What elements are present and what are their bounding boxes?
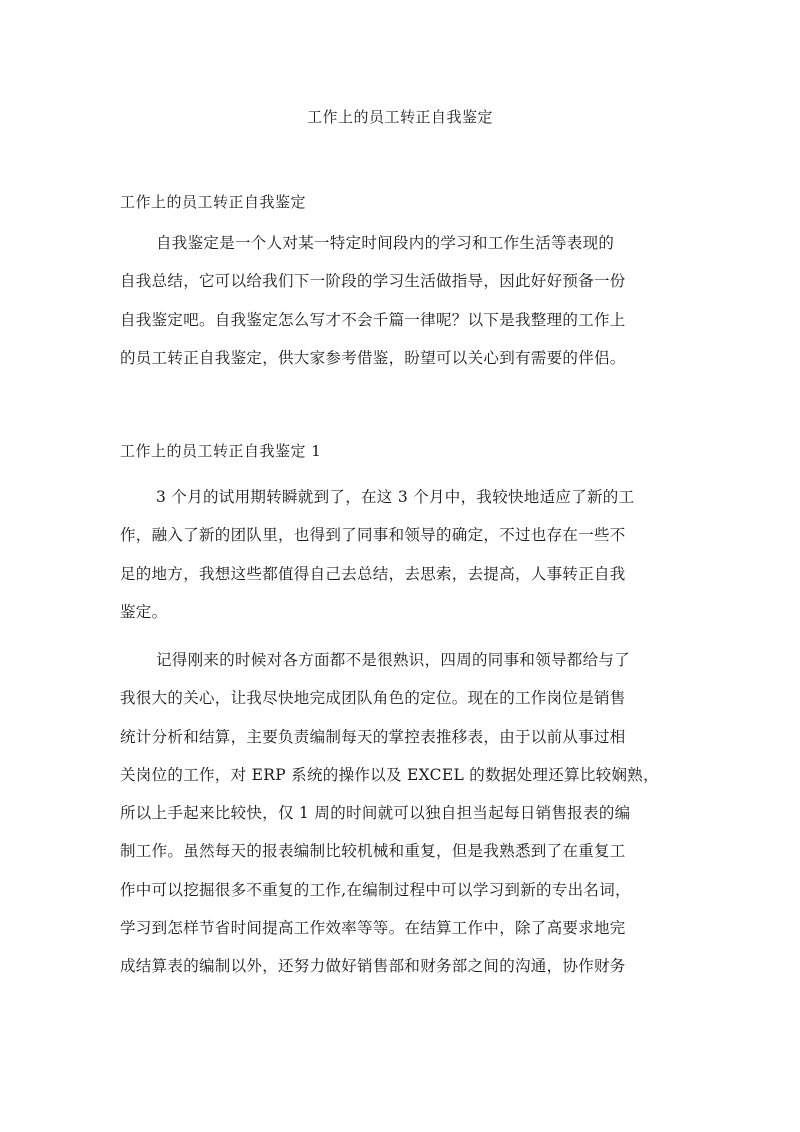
paragraph-line: 我很大的关心，让我尽快地完成团队角色的定位。现在的工作岗位是销售 — [120, 689, 626, 708]
paragraph-line: 学习到怎样节省时间提高工作效率等等。在结算工作中，除了高要求地完 — [120, 919, 626, 938]
paragraph-line: 足的地方，我想这些都值得自己去总结，去思索，去提高，人事转正自我 — [120, 564, 626, 583]
paragraph-line: 所以上手起来比较快，仅 1 周的时间就可以独自担当起每日销售报表的编 — [120, 804, 631, 823]
paragraph-line: 成结算表的编制以外，还努力做好销售部和财务部之间的沟通，协作财务 — [120, 957, 626, 976]
paragraph-line: 制工作。虽然每天的报表编制比较机械和重复，但是我熟悉到了在重复工 — [120, 842, 626, 861]
paragraph-line: 统计分析和结算，主要负责编制每天的掌控表推移表，由于以前从事过相 — [120, 727, 626, 746]
document-title: 工作上的员工转正自我鉴定 — [306, 108, 493, 126]
paragraph-line: 自我鉴定是一个人对某一特定时间段内的学习和工作生活等表现的 — [156, 234, 615, 252]
paragraph-line: 关岗位的工作，对 ERP 系统的操作以及 EXCEL 的数据处理还算比较娴熟， — [120, 765, 659, 784]
body-paragraph-1 — [120, 487, 685, 640]
paragraph-line: 自我总结，它可以给我们下一阶段的学习生活做指导，因此好好预备一份 — [120, 272, 626, 291]
paragraph-line: 作中可以挖掘很多不重复的工作,在编制过程中可以学习到新的专出名词， — [120, 880, 631, 899]
section-heading-1: 工作上的员工转正自我鉴定 1 — [120, 442, 322, 460]
section-heading: 工作上的员工转正自我鉴定 — [120, 193, 307, 211]
body-paragraph-2 — [120, 650, 685, 995]
paragraph-line: 记得刚来的时候对各方面都不是很熟识，四周的同事和领导都给与了 — [156, 651, 631, 669]
paragraph-line: 鉴定。 — [120, 602, 168, 621]
paragraph-line: 3 个月的试用期转瞬就到了，在这 3 个月中，我较快地适应了新的工 — [156, 488, 635, 506]
intro-paragraph — [120, 233, 685, 386]
paragraph-line: 的员工转正自我鉴定，供大家参考借鉴，盼望可以关心到有需要的伴侣。 — [120, 348, 626, 367]
paragraph-line: 作，融入了新的团队里，也得到了同事和领导的确定，不过也存在一些不 — [120, 526, 626, 545]
paragraph-line: 自我鉴定吧。自我鉴定怎么写才不会千篇一律呢？以下是我整理的工作上 — [120, 310, 626, 329]
